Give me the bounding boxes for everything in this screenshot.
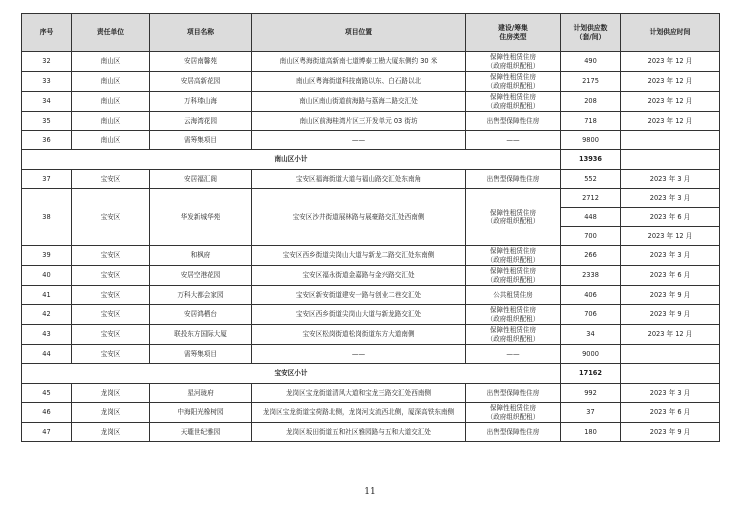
- cell-name: 安居福汇阁: [150, 170, 252, 189]
- cell-supply: 2712: [561, 189, 621, 208]
- cell-type: 保障性租赁住房 （政府组织配租）: [466, 403, 561, 423]
- cell-supply: 490: [561, 52, 621, 72]
- table-row: [22, 286, 720, 305]
- cell-name: 万科大都会家园: [150, 286, 252, 305]
- cell-location: 南山区南山街道前海路与荔海二路交汇处: [252, 92, 466, 112]
- cell-seq: 37: [22, 170, 72, 189]
- table-row: [22, 305, 720, 325]
- cell-supply: 266: [561, 246, 621, 266]
- cell-time: [621, 131, 720, 150]
- cell-seq: 33: [22, 72, 72, 92]
- col-time: 计划供应时间: [621, 14, 720, 52]
- cell-time: 2023 年 12 月: [621, 52, 720, 72]
- cell-location: 宝安区福海街道大道与福山路交汇处东南角: [252, 170, 466, 189]
- cell-location: 宝安区福永街道金嘉路与金兴路交汇处: [252, 266, 466, 286]
- cell-time: [621, 345, 720, 364]
- cell-supply: 700: [561, 227, 621, 246]
- cell-unit: 宝安区: [72, 266, 150, 286]
- cell-unit: 宝安区: [72, 305, 150, 325]
- cell-unit: 南山区: [72, 131, 150, 150]
- cell-type: 保障性租赁住房 （政府组织配租）: [466, 305, 561, 325]
- cell-location: 龙岗区坂田街道五和社区雅园路与五和大道交汇处: [252, 423, 466, 442]
- cell-seq: 47: [22, 423, 72, 442]
- cell-location: 宝安区西乡街道尖岗山大道与新龙二路交汇处东南侧: [252, 246, 466, 266]
- cell-name: 星河珑府: [150, 384, 252, 403]
- table-row: [22, 403, 720, 423]
- col-seq: 序号: [22, 14, 72, 52]
- cell-name: 安居南馨苑: [150, 52, 252, 72]
- cell-location: 南山区粤海街道高新南七道博泰工勘大厦东侧约 30 米: [252, 52, 466, 72]
- cell-seq: 40: [22, 266, 72, 286]
- cell-time: 2023 年 9 月: [621, 423, 720, 442]
- col-name: 项目名称: [150, 14, 252, 52]
- cell-type: 保障性租赁住房 （政府组织配租）: [466, 52, 561, 72]
- cell-time: 2023 年 3 月: [621, 246, 720, 266]
- cell-unit: 宝安区: [72, 170, 150, 189]
- cell-unit: 龙岗区: [72, 384, 150, 403]
- cell-seq: 36: [22, 131, 72, 150]
- cell-unit: 南山区: [72, 112, 150, 131]
- cell-name: 安居高新花园: [150, 72, 252, 92]
- cell-type: 保障性租赁住房 （政府组织配租）: [466, 72, 561, 92]
- cell-name: 中海阳光橡树园: [150, 403, 252, 423]
- cell-supply: 448: [561, 208, 621, 227]
- cell-empty: [621, 364, 720, 384]
- cell-unit: 南山区: [72, 52, 150, 72]
- cell-type: 保障性租赁住房 （政府组织配租）: [466, 189, 561, 246]
- cell-time: 2023 年 6 月: [621, 208, 720, 227]
- cell-unit: 南山区: [72, 72, 150, 92]
- table-row: [22, 52, 720, 72]
- cell-seq: 43: [22, 325, 72, 345]
- cell-supply: 34: [561, 325, 621, 345]
- table-row: [22, 246, 720, 266]
- cell-location: 南山区粤海街道科技南路以东、白石路以北: [252, 72, 466, 92]
- cell-unit: 宝安区: [72, 325, 150, 345]
- cell-seq: 39: [22, 246, 72, 266]
- table-row: [22, 325, 720, 345]
- cell-name: 和枫府: [150, 246, 252, 266]
- cell-supply: 406: [561, 286, 621, 305]
- cell-supply: 2175: [561, 72, 621, 92]
- cell-type: ——: [466, 345, 561, 364]
- cell-supply: 9000: [561, 345, 621, 364]
- table-row: [22, 170, 720, 189]
- cell-time: 2023 年 3 月: [621, 189, 720, 208]
- cell-supply: 552: [561, 170, 621, 189]
- subtotal-value: 17162: [561, 364, 621, 384]
- cell-unit: 龙岗区: [72, 403, 150, 423]
- cell-type: ——: [466, 131, 561, 150]
- cell-seq: 38: [22, 189, 72, 246]
- cell-time: 2023 年 12 月: [621, 227, 720, 246]
- col-type: 建设/筹集 住房类型: [466, 14, 561, 52]
- col-unit: 责任单位: [72, 14, 150, 52]
- cell-supply: 2338: [561, 266, 621, 286]
- cell-seq: 42: [22, 305, 72, 325]
- cell-unit: 宝安区: [72, 189, 150, 246]
- cell-seq: 41: [22, 286, 72, 305]
- cell-name: 安居空港花园: [150, 266, 252, 286]
- cell-time: 2023 年 3 月: [621, 170, 720, 189]
- table-row: [22, 423, 720, 442]
- cell-seq: 34: [22, 92, 72, 112]
- cell-unit: 宝安区: [72, 246, 150, 266]
- table-row: [22, 72, 720, 92]
- cell-name: 云海湾花园: [150, 112, 252, 131]
- cell-name: 天瓏世纪雅园: [150, 423, 252, 442]
- cell-type: 保障性租赁住房 （政府组织配租）: [466, 266, 561, 286]
- cell-unit: 龙岗区: [72, 423, 150, 442]
- cell-type: 出售型保障性住房: [466, 423, 561, 442]
- cell-unit: 宝安区: [72, 286, 150, 305]
- cell-time: 2023 年 9 月: [621, 305, 720, 325]
- cell-supply: 37: [561, 403, 621, 423]
- subtotal-label: 宝安区小计: [22, 364, 561, 384]
- subtotal-value: 13936: [561, 150, 621, 170]
- cell-location: ——: [252, 131, 466, 150]
- cell-type: 出售型保障性住房: [466, 170, 561, 189]
- cell-name: 联投东方国际大厦: [150, 325, 252, 345]
- cell-seq: 46: [22, 403, 72, 423]
- cell-type: 出售型保障性住房: [466, 384, 561, 403]
- cell-type: 保障性租赁住房 （政府组织配租）: [466, 246, 561, 266]
- cell-supply: 706: [561, 305, 621, 325]
- cell-time: 2023 年 12 月: [621, 92, 720, 112]
- cell-seq: 32: [22, 52, 72, 72]
- table-row: [22, 92, 720, 112]
- table-row: [22, 384, 720, 403]
- cell-name: 万科瑧山海: [150, 92, 252, 112]
- col-supply: 计划供应数 （套/间）: [561, 14, 621, 52]
- cell-supply: 208: [561, 92, 621, 112]
- table-row: [22, 131, 720, 150]
- cell-supply: 180: [561, 423, 621, 442]
- cell-empty: [621, 150, 720, 170]
- cell-time: 2023 年 6 月: [621, 403, 720, 423]
- cell-name: 安居鸿栖台: [150, 305, 252, 325]
- cell-time: 2023 年 12 月: [621, 72, 720, 92]
- cell-time: 2023 年 12 月: [621, 112, 720, 131]
- cell-location: 宝安区沙井街道展林路与展豪路交汇处西南侧: [252, 189, 466, 246]
- table-row: [22, 266, 720, 286]
- cell-time: 2023 年 9 月: [621, 286, 720, 305]
- cell-supply: 718: [561, 112, 621, 131]
- cell-location: ——: [252, 345, 466, 364]
- cell-name: 华发新城华苑: [150, 189, 252, 246]
- cell-location: 宝安区新安街道建安一路与创业二巷交汇处: [252, 286, 466, 305]
- supply-plan-table: [21, 13, 720, 442]
- cell-seq: 44: [22, 345, 72, 364]
- header-row: [22, 14, 720, 52]
- table-row: [22, 112, 720, 131]
- table-row: [22, 189, 720, 208]
- cell-name: 需筹集项目: [150, 345, 252, 364]
- cell-type: 保障性租赁住房 （政府组织配租）: [466, 92, 561, 112]
- cell-supply: 9800: [561, 131, 621, 150]
- cell-seq: 35: [22, 112, 72, 131]
- cell-time: 2023 年 3 月: [621, 384, 720, 403]
- cell-seq: 45: [22, 384, 72, 403]
- cell-type: 公共租赁住房: [466, 286, 561, 305]
- cell-unit: 宝安区: [72, 345, 150, 364]
- cell-time: 2023 年 6 月: [621, 266, 720, 286]
- subtotal-label: 南山区小计: [22, 150, 561, 170]
- cell-location: 南山区前海桂湾片区三开发单元 03 街坊: [252, 112, 466, 131]
- cell-location: 宝安区松岗街道松岗街道东方大道南侧: [252, 325, 466, 345]
- cell-name: 需筹集项目: [150, 131, 252, 150]
- page-number: 11: [364, 487, 376, 497]
- cell-location: 龙岗区宝龙街道宝荷路北侧，龙岗河支流西北侧，厦深高铁东南侧: [252, 403, 466, 423]
- cell-unit: 南山区: [72, 92, 150, 112]
- cell-type: 保障性租赁住房 （政府组织配租）: [466, 325, 561, 345]
- subtotal-row-baoan: [22, 364, 720, 384]
- cell-location: 龙岗区宝龙街道清风大道和宝龙三路交汇处西南侧: [252, 384, 466, 403]
- cell-supply: 992: [561, 384, 621, 403]
- cell-type: 出售型保障性住房: [466, 112, 561, 131]
- col-location: 项目位置: [252, 14, 466, 52]
- subtotal-row-nanshan: [22, 150, 720, 170]
- cell-time: 2023 年 12 月: [621, 325, 720, 345]
- table-row: [22, 345, 720, 364]
- cell-location: 宝安区西乡街道尖岗山大道与新龙路交汇处: [252, 305, 466, 325]
